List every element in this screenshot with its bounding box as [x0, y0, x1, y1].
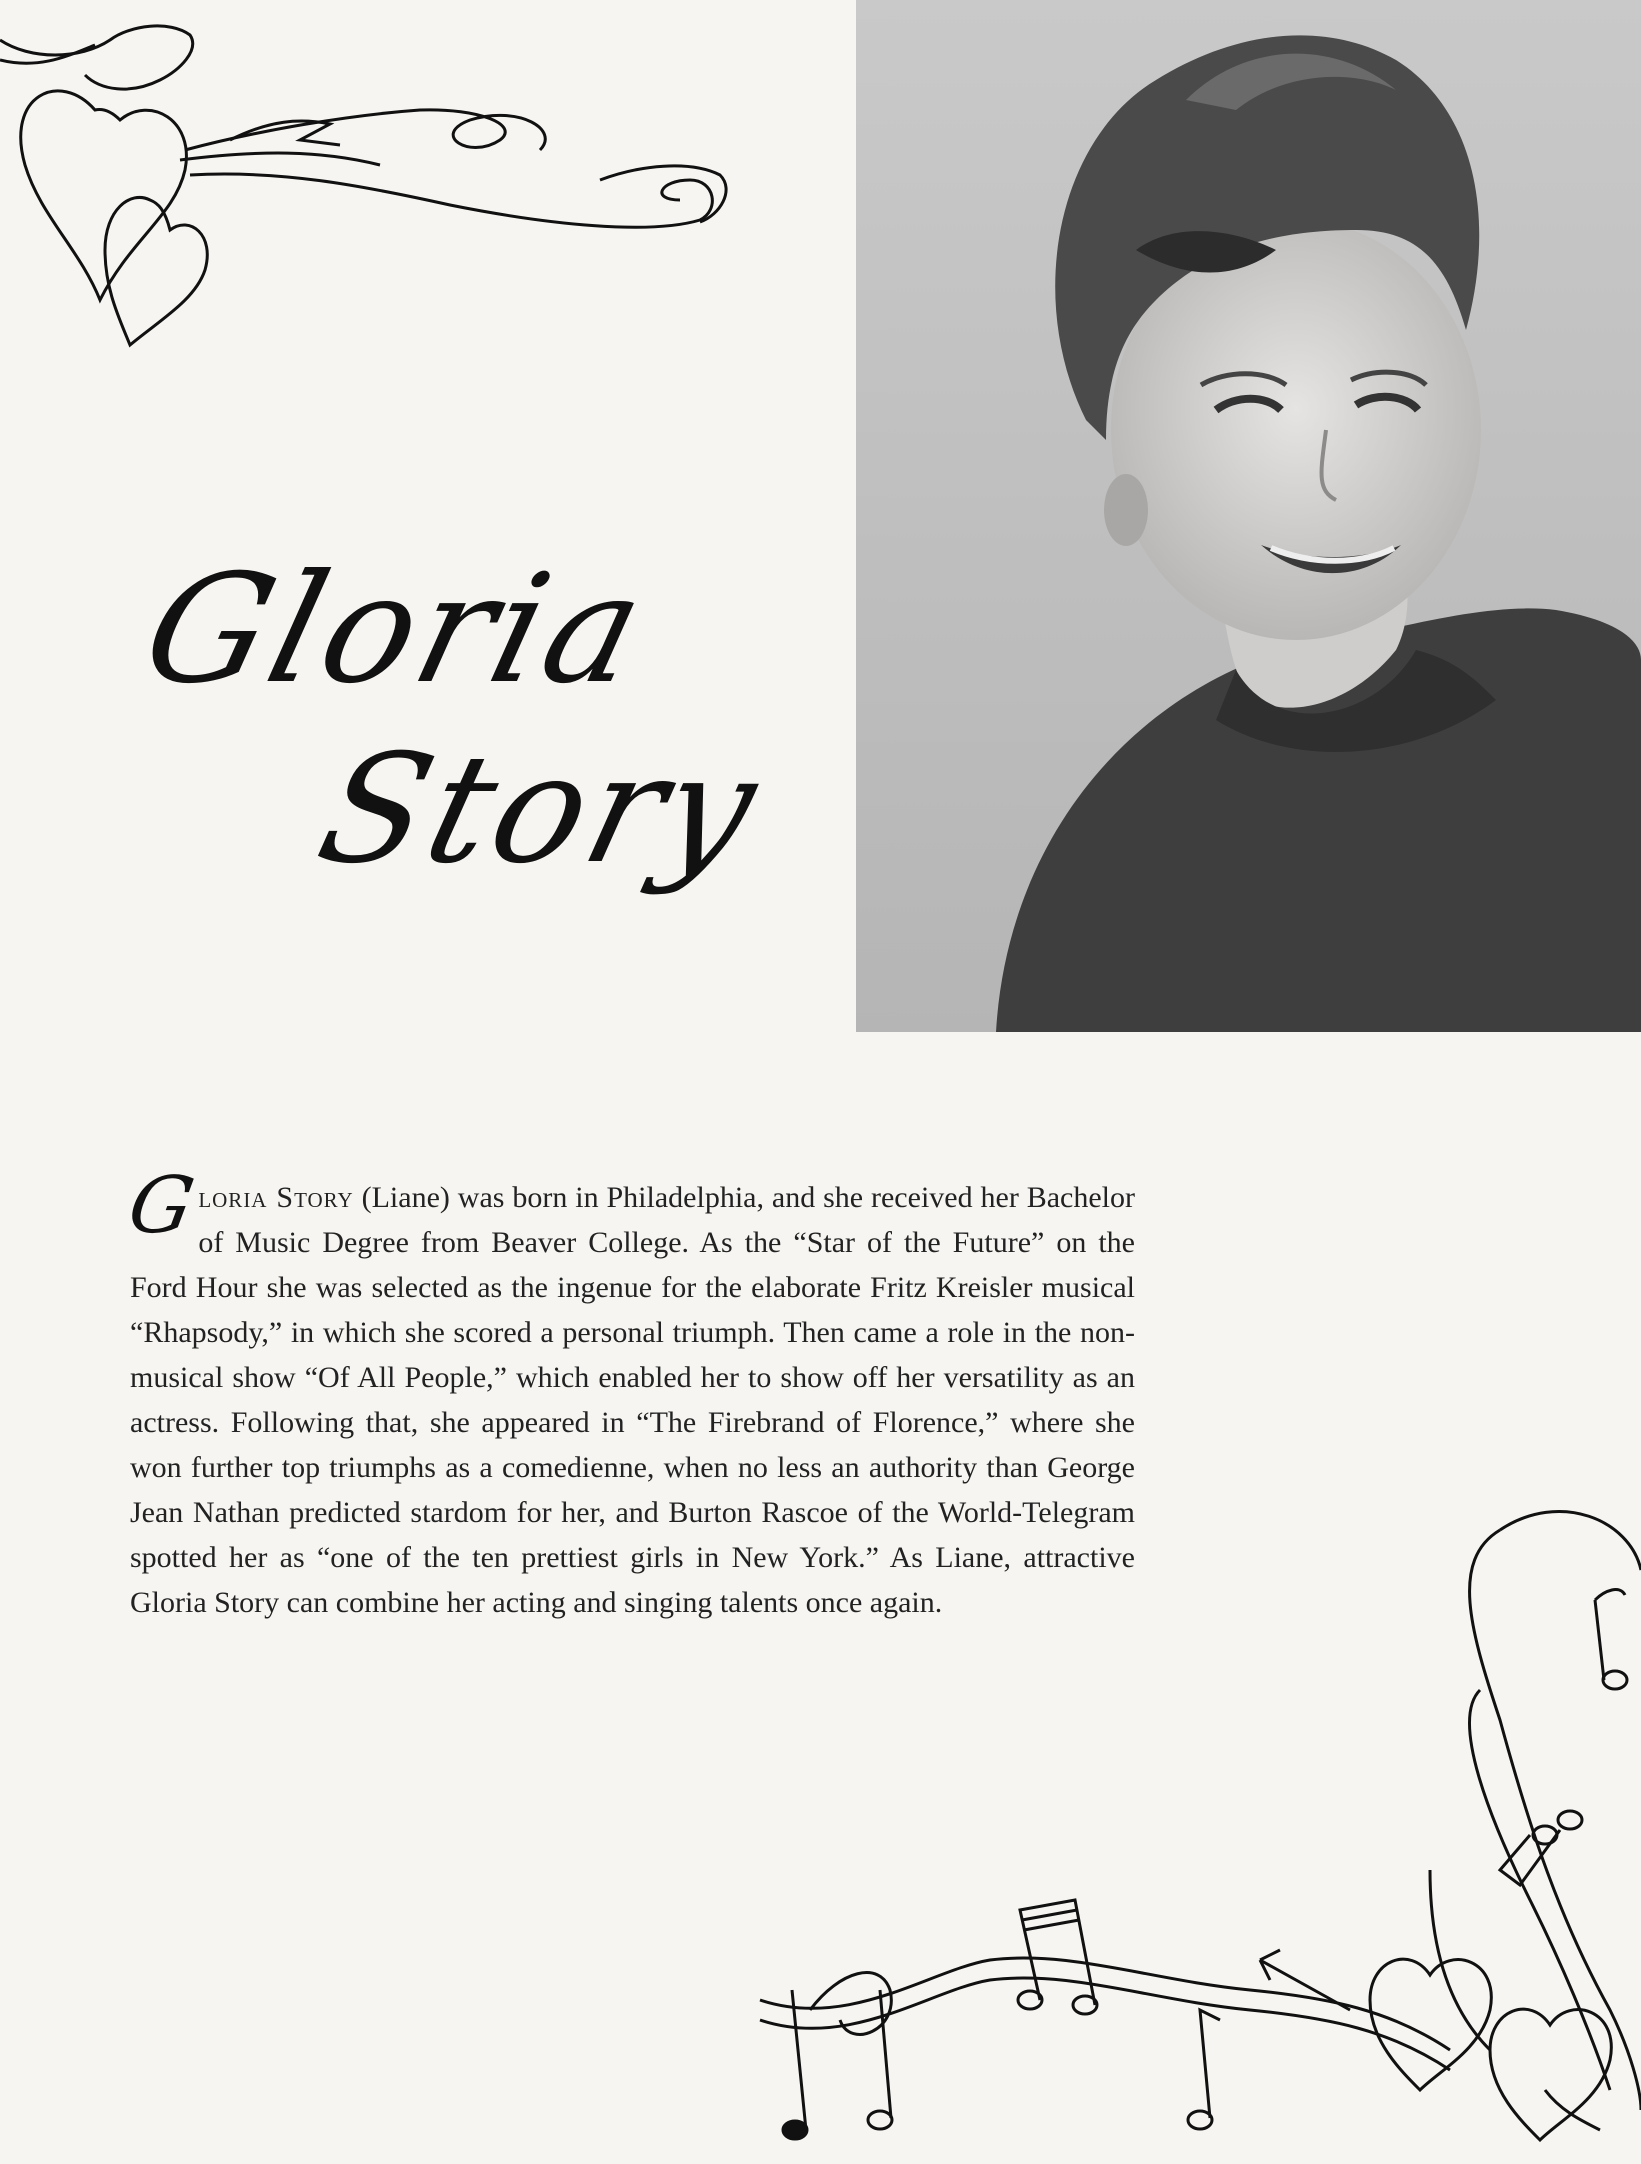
portrait-photo — [856, 0, 1641, 1032]
note-head — [1558, 1811, 1582, 1829]
bio-lead-name: loria Story — [198, 1181, 354, 1214]
bio-text: (Liane) was born in Philadelphia, and she received her Bachelor of Music Degree from Beaver College. As the “Star of the Future” on the Ford Hour she was selected as the ingenue for the elaborate Fritz Kreisler musical “Rhapsody,” in which she scored a personal triumph. Then came a role in the non-musical show “Of All People,” which enabled her to show off her versatility as an actress. Following that, she appeared in “The Firebrand of Florence,” where she won further top triumphs as a comedienne, when no less an authority than George Jean Nathan predicted stardom for her, and Burton Rascoe of the World-Telegram spotted her as “one of the ten prettiest girls in New York.” As Liane, attractive Gloria Story can combine her acting and singing talents once again. — [130, 1181, 1135, 1619]
first-name-title: Gloria — [128, 543, 663, 717]
large-heart — [21, 91, 187, 300]
heart-left — [1370, 1959, 1491, 2090]
music-notes-ornament — [730, 1490, 1641, 2164]
ribbon-long — [185, 110, 545, 150]
drop-cap: G — [122, 1161, 201, 1251]
heart-right — [1490, 2009, 1611, 2140]
note-head — [783, 2121, 807, 2139]
note-head — [868, 2111, 892, 2129]
hearts-ribbon-ornament — [0, 0, 740, 370]
note-head — [1603, 1671, 1627, 1689]
ribbon-upper — [0, 26, 193, 89]
last-name-title: Story — [303, 723, 777, 897]
